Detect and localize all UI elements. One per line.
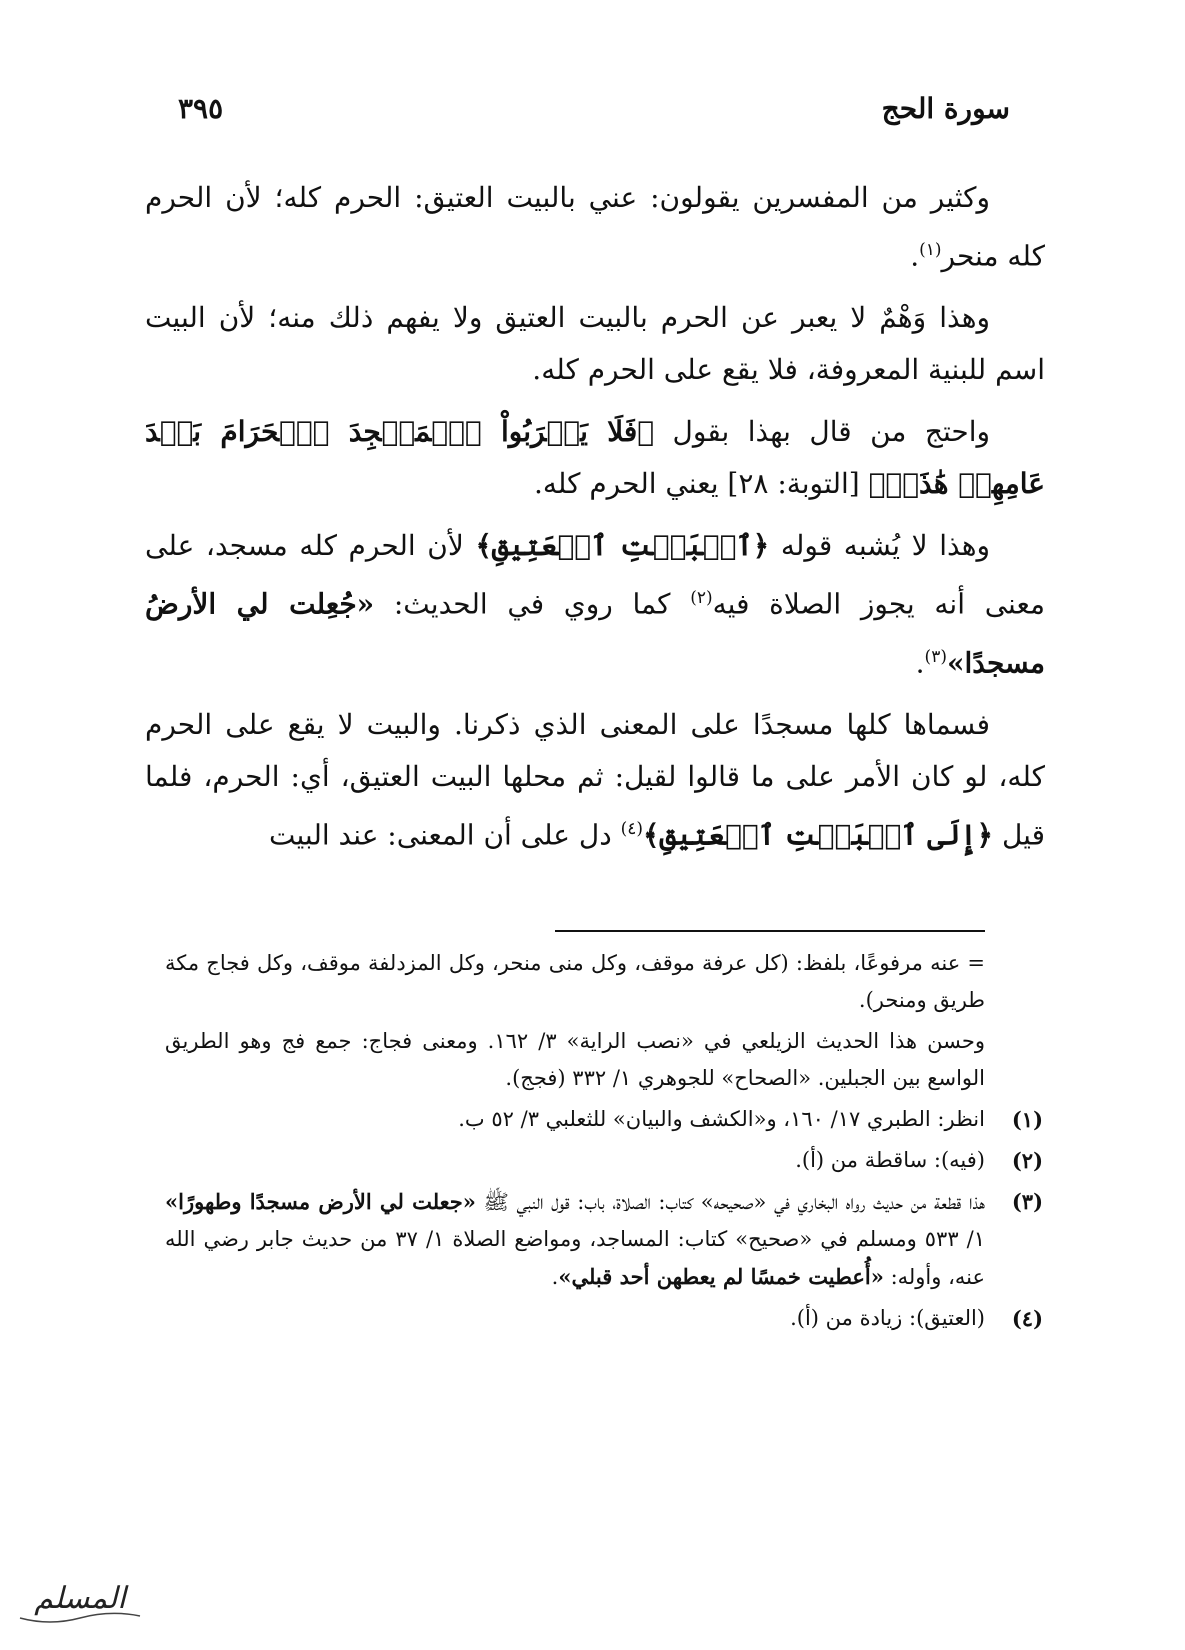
footnote-2 (165, 1142, 1043, 1179)
footnote-ref-1: (١) (919, 240, 942, 260)
footnote-4-number: (٤) (1011, 1306, 1043, 1331)
footnote-3 (165, 1183, 1043, 1296)
quran-quote-1: ﴿فَلَا يَقۡرَبُواْ ٱلۡمَسۡجِدَ ٱلۡحَرَامَ بَعۡدَ عَامِهِمۡ هَٰذَاۚ﴾ (145, 415, 1045, 501)
footnote-ref-3: (٣) (924, 646, 947, 667)
footnote-ref-2: (٢) (690, 588, 713, 609)
paragraph-3-text-b: [التوبة: ٢٨] يعني الحرم كله. (533, 467, 860, 501)
page-number: ٣٩٥ (178, 92, 224, 125)
hadith-quote: «جُعِلت لي الأرضُ مسجدًا» (145, 587, 1045, 679)
footnotes (165, 945, 1043, 1341)
footnote-ref-4: (٤) (620, 818, 644, 839)
paragraph-2: وهذا وَهْمٌ لا يعبر عن الحرم بالبيت العتيق ولا يفهم ذلك منه؛ لأن البيت اسم للبنية المعروفة، فلا يقع على الحرم كله. (145, 301, 1045, 387)
paragraph-4-text-a: وهذا لا يُشبه قوله (780, 529, 990, 563)
paragraph-4-text-b: لأن الحرم كله مسجد، على معنى أنه يجوز الصلاة فيه (145, 529, 1045, 621)
paragraph-4: وهذا لا يُشبه قوله ﴿ٱلۡبَيۡتِ ٱلۡعَتِيقِ﴾ لأن الحرم كله مسجد، على معنى أنه يجوز الصلاة فيه$^{(٢)}$ كما روي في الحديث: «جُعِلت لي الأرضُ مسجدًا»$^{(٣)}$. (145, 529, 1045, 679)
paragraph-3-text-a: واحتج من قال بهذا بقول (672, 415, 990, 449)
paragraph-5-text-a: فسماها كلها مسجدًا على المعنى الذي ذكرنا. والبيت لا يقع على الحرم كله، لو كان الأمر على ما قالوا لقيل: ثم محلها البيت العتيق، أي: الحرم، فلما قيل (145, 707, 1045, 852)
paragraph-5-text-b: دل على أن المعنى: عند البيت (268, 818, 612, 852)
paragraph-5 (145, 699, 1045, 861)
footnote-continuation-2: وحسن هذا الحديث الزيلعي في «نصب الراية» ٣/ ١٦٢. ومعنى فجاج: جمع فج وهو الطريق الواسع بين الجبلين. «الصحاح» للجوهري ١/ ٣٣٢ (فجج). (165, 1029, 985, 1090)
footnote-2-number: (٢) (1011, 1148, 1043, 1173)
quran-quote-3: ﴿إِلَى ٱلۡبَيۡتِ ٱلۡعَتِيقِ﴾ (643, 818, 994, 852)
footnote-3-end: . (551, 1265, 559, 1289)
quran-quote-2: ﴿ٱلۡبَيۡتِ ٱلۡعَتِيقِ﴾ (475, 529, 770, 563)
footnote-continuation-1: = عنه مرفوعًا، بلفظ: (كل عرفة موقف، وكل منى منحر، وكل المزدلفة موقف، وكل فجاج مكة طريق ومنحر). (165, 951, 985, 1012)
svg-text:المسلم: المسلم (34, 1581, 126, 1616)
footnote-divider (555, 930, 985, 932)
footnote-2-text: (فيه): ساقطة من (أ). (795, 1148, 985, 1172)
footnote-1-number: (١) (1011, 1107, 1043, 1132)
footnote-3-bold-1: «جعلت لي الأرض مسجدًا وطهورًا» (165, 1189, 476, 1214)
main-text (145, 172, 1045, 861)
paragraph-3 (145, 406, 1045, 510)
surah-title: سورة الحج (881, 92, 1010, 125)
footnote-1 (165, 1101, 1043, 1138)
footnote-3-text-a: هذا قطعة من حديث رواه البخاري في «صحيحه» كتاب: الصلاة، باب: قول النبي ﷺ (483, 1190, 985, 1214)
footnote-3-bold-2: «أُعطيت خمسًا لم يعطهن أحد قبلي» (558, 1264, 884, 1289)
publisher-logo (10, 1568, 150, 1632)
footnote-4-text: (العتيق): زيادة من (أ). (790, 1306, 985, 1330)
footnote-1-text: انظر: الطبري ١٧/ ١٦٠، و«الكشف والبيان» للثعلبي ٣/ ٥٢ ب. (458, 1107, 985, 1131)
paragraph-1-text: وكثير من المفسرين يقولون: عني بالبيت العتيق: الحرم كله؛ لأن الحرم كله منحر (145, 181, 1045, 273)
footnote-3-number: (٣) (1011, 1189, 1043, 1214)
paragraph-1: وكثير من المفسرين يقولون: عني بالبيت العتيق: الحرم كله؛ لأن الحرم كله منحر$^{(١)}$. (145, 181, 1045, 273)
paragraph-4-text-c: كما روي في الحديث: (393, 587, 671, 621)
footnote-4 (165, 1300, 1043, 1337)
calligraphy-logo-icon (10, 1568, 150, 1632)
footnote-3-text-b: ١/ ٥٣٣ ومسلم في «صحيح» كتاب: المساجد، ومواضع الصلاة ١/ ٣٧ من حديث جابر رضي الله عنه، وأوله: (165, 1227, 985, 1289)
